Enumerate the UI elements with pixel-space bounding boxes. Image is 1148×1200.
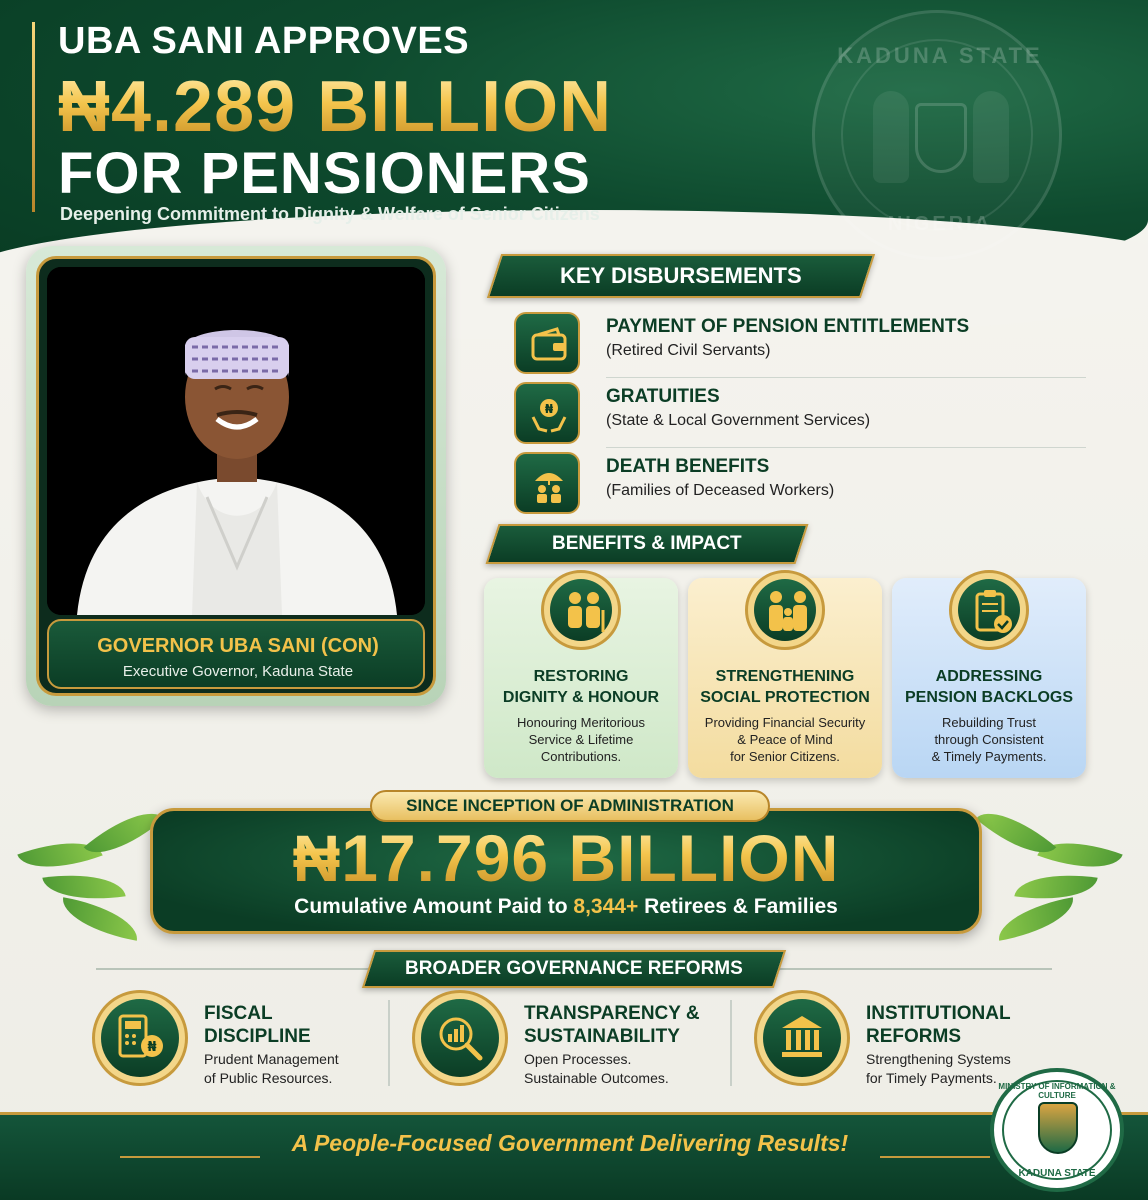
family-umbrella-icon xyxy=(514,452,580,514)
benefit-text xyxy=(696,714,874,765)
benefit-text-line: Contributions. xyxy=(540,749,622,764)
headline-line-1: UBA SANI APPROVES xyxy=(58,20,470,62)
ministry-name: MINISTRY OF INFORMATION & CULTURE xyxy=(998,1082,1116,1100)
laurel-leaf-icon xyxy=(58,897,142,940)
retirees-count: 8,344+ xyxy=(573,895,639,918)
coat-of-arms-icon xyxy=(1038,1102,1078,1154)
reform-heading xyxy=(204,1002,404,1048)
benefit-card xyxy=(892,578,1086,778)
ministry-seal-logo xyxy=(990,1068,1124,1192)
benefit-text-line: Rebuilding Trust xyxy=(942,715,1036,730)
headline-line-3: FOR PENSIONERS xyxy=(58,141,591,206)
governor-name-plate xyxy=(47,619,425,689)
benefit-heading-line: SOCIAL PROTECTION xyxy=(700,689,870,706)
reform-heading-line: REFORMS xyxy=(866,1026,961,1047)
disbursement-title: DEATH BENEFITS xyxy=(606,456,770,477)
reform-text xyxy=(524,1050,734,1088)
governor-photo xyxy=(47,267,425,615)
hands-naira-icon xyxy=(514,382,580,444)
benefits-impact-heading xyxy=(486,524,809,564)
benefit-text-line: & Peace of Mind xyxy=(737,732,833,747)
seal-lion-right-icon xyxy=(973,91,1009,183)
reform-heading xyxy=(866,1002,1066,1048)
divider xyxy=(606,377,1086,378)
governor-card xyxy=(26,246,446,706)
laurel-leaf-icon xyxy=(1037,827,1122,883)
laurel-leaf-icon xyxy=(17,827,102,883)
headline-subtitle: Deepening Commitment to Dignity & Welfare of Senior Citizens xyxy=(60,204,600,224)
benefit-text-line: Service & Lifetime xyxy=(528,732,634,747)
clipboard-check-icon xyxy=(949,570,1029,650)
reform-heading-line: INSTITUTIONAL xyxy=(866,1003,1011,1024)
governor-role: Executive Governor, Kaduna State xyxy=(122,663,354,680)
cumulative-amount: ₦17.796 BILLION xyxy=(150,820,982,896)
wallet-icon xyxy=(514,312,580,374)
seal-shield-icon xyxy=(915,103,967,173)
key-disbursements-heading xyxy=(487,254,875,298)
elderly-couple-icon xyxy=(541,570,621,650)
reform-item xyxy=(92,990,412,1090)
benefit-text xyxy=(900,714,1078,765)
benefit-heading-line: ADDRESSING xyxy=(935,668,1043,685)
cumulative-subtitle-suffix: Retirees & Families xyxy=(638,895,838,918)
disbursement-detail: (Retired Civil Servants) xyxy=(606,342,771,359)
since-inception-tag: SINCE INCEPTION OF ADMINISTRATION xyxy=(370,790,770,822)
disbursement-detail: (Families of Deceased Workers) xyxy=(606,482,835,499)
reform-text-line: for Timely Payments. xyxy=(866,1070,997,1086)
header-accent-line xyxy=(32,22,35,212)
governance-reforms-heading xyxy=(362,950,786,988)
reform-item xyxy=(412,990,732,1090)
benefit-text-line: for Senior Citizens. xyxy=(730,749,840,764)
divider xyxy=(730,1000,732,1086)
governance-reforms-title: BROADER GOVERNANCE REFORMS xyxy=(405,958,743,979)
benefit-text-line: through Consistent xyxy=(934,732,1044,747)
divider xyxy=(606,447,1086,448)
reform-heading xyxy=(524,1002,724,1048)
svg-text:₦: ₦ xyxy=(544,402,554,416)
reform-heading-line: FISCAL xyxy=(204,1003,273,1024)
disbursement-item xyxy=(510,452,1090,518)
governor-portrait-illustration xyxy=(47,267,425,615)
reform-text-line: Prudent Management xyxy=(204,1051,339,1067)
reform-text-line: of Public Resources. xyxy=(204,1070,333,1086)
benefit-heading xyxy=(484,666,678,708)
family-icon xyxy=(745,570,825,650)
disbursement-item xyxy=(510,382,1090,448)
cumulative-subtitle xyxy=(150,895,982,919)
benefit-card xyxy=(688,578,882,778)
benefit-card xyxy=(484,578,678,778)
reform-heading-line: SUSTAINABILITY xyxy=(524,1026,680,1047)
benefit-heading xyxy=(688,666,882,708)
governor-name: GOVERNOR UBA SANI (CON) xyxy=(97,635,379,657)
disbursement-title: GRATUITIES xyxy=(606,386,720,407)
reform-text-line: Open Processes. xyxy=(524,1051,632,1067)
disbursement-item xyxy=(510,312,1090,378)
disbursement-title: PAYMENT OF PENSION ENTITLEMENTS xyxy=(606,316,970,337)
ministry-state: KADUNA STATE xyxy=(1018,1168,1096,1179)
divider xyxy=(120,1156,260,1158)
seal-text-top: KADUNA STATE xyxy=(837,43,1043,68)
divider xyxy=(388,1000,390,1086)
laurel-leaf-icon xyxy=(976,796,1057,870)
kaduna-state-seal-watermark xyxy=(812,10,1062,260)
laurel-leaf-icon xyxy=(994,897,1078,940)
footer-slogan: A People-Focused Government Delivering Results! xyxy=(291,1130,849,1156)
key-disbursements-title: KEY DISBURSEMENTS xyxy=(560,263,802,288)
reform-text-line: Strengthening Systems xyxy=(866,1051,1011,1067)
seal-text-bottom: NIGERIA xyxy=(887,213,993,235)
building-columns-icon xyxy=(754,990,850,1086)
benefit-text-line: Honouring Meritorious xyxy=(517,715,645,730)
benefit-heading-line: STRENGTHENING xyxy=(715,668,855,685)
cumulative-subtitle-prefix: Cumulative Amount Paid to xyxy=(294,895,574,918)
magnifier-chart-icon xyxy=(412,990,508,1086)
benefits-impact-title: BENEFITS & IMPACT xyxy=(552,533,742,554)
divider xyxy=(96,968,376,970)
headline-amount: ₦4.289 BILLION xyxy=(58,67,613,147)
reform-text-line: Sustainable Outcomes. xyxy=(524,1070,669,1086)
benefit-text-line: & Timely Payments. xyxy=(931,749,1047,764)
svg-text:₦: ₦ xyxy=(147,1040,157,1055)
divider xyxy=(772,968,1052,970)
benefit-heading-line: RESTORING xyxy=(533,668,629,685)
benefit-text-line: Providing Financial Security xyxy=(704,715,866,730)
calculator-naira-icon xyxy=(92,990,188,1086)
reform-heading-line: DISCIPLINE xyxy=(204,1026,311,1047)
benefit-text xyxy=(492,714,670,765)
reform-text xyxy=(204,1050,414,1088)
divider xyxy=(880,1156,990,1158)
reform-heading-line: TRANSPARENCY & xyxy=(524,1003,700,1024)
benefit-heading-line: DIGNITY & HONOUR xyxy=(502,689,660,706)
seal-lion-left-icon xyxy=(873,91,909,183)
governor-frame xyxy=(36,256,436,696)
benefit-heading-line: PENSION BACKLOGS xyxy=(904,689,1073,706)
benefit-heading xyxy=(892,666,1086,708)
disbursement-detail: (State & Local Government Services) xyxy=(606,412,871,429)
